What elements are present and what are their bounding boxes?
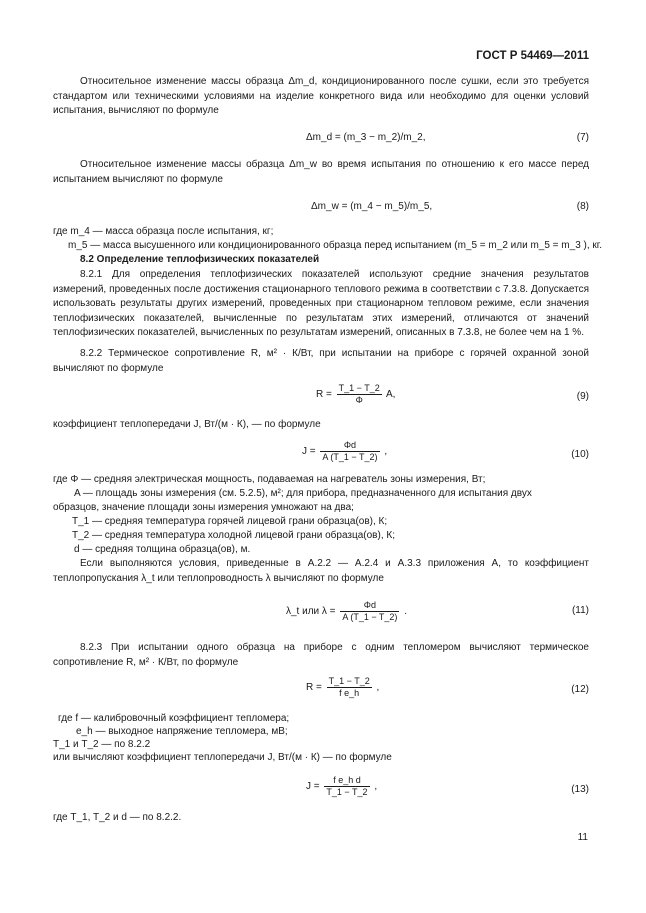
equation-13-numerator: f e_h d bbox=[324, 775, 369, 787]
paragraph-8-2-3: 8.2.3 При испытании одного образца на приборе с одним тепломером вычисляют термическое сопротивление R, м² · К/Вт, по формуле bbox=[53, 642, 589, 668]
equation-10-denominator: A (T_1 − T_2) bbox=[322, 452, 378, 462]
equation-10-fraction bbox=[320, 440, 379, 463]
equation-7-number: (7) bbox=[576, 132, 589, 143]
equation-11-fraction bbox=[340, 600, 399, 623]
paragraph-8-2-2: 8.2.2 Термическое сопротивление R, м² · К/Вт, при испытании на приборе с горячей охранной зоной вычисляют по формуле bbox=[53, 348, 589, 374]
equation-12-numerator: T_1 − T_2 bbox=[328, 676, 370, 686]
equation-13 bbox=[306, 775, 377, 798]
definition-A-continued: образцов, значение площади зоны измерения умножают на два; bbox=[53, 502, 354, 513]
equation-11-number: (11) bbox=[571, 605, 589, 616]
definition-d: d — средняя толщина образца(ов), м. bbox=[74, 544, 251, 555]
final-definition: где T_1, T_2 и d — по 8.2.2. bbox=[53, 812, 182, 823]
equation-12 bbox=[306, 676, 379, 699]
equation-11 bbox=[286, 600, 407, 623]
equation-8-number: (8) bbox=[576, 201, 589, 212]
equation-9 bbox=[316, 383, 395, 406]
equation-9-numerator: T_1 − T_2 bbox=[338, 383, 380, 393]
equation-13-tail: , bbox=[374, 781, 378, 793]
equation-11-numerator: Φd bbox=[340, 600, 399, 612]
paragraph-8-2-1: 8.2.1 Для определения теплофизических показателей используют средние значения результатов измерений, проведенных после достижения стационарного теплового режима в соответствии с 7.3.8. Допускается использовать результаты других измерений, проведенных при стационарном тепловом режиме, если значения теплофизических показателей, вычисленные по результатам этих измерений, отличаются от значений теплофизических показателей, вычисленных по результатам измерений, описанных в 7.3.8, не более чем на 1 %. bbox=[53, 269, 589, 338]
equation-9-tail: A, bbox=[385, 389, 396, 401]
equation-12-fraction bbox=[327, 676, 372, 699]
equation-10-lhs: J = bbox=[302, 446, 316, 458]
paragraph-heat-transfer-coef: коэффициент теплопередачи J, Вт/(м · К), — по формуле bbox=[53, 419, 321, 430]
definition-T2: T_2 — средняя температура холодной лицевой грани образца(ов), К; bbox=[72, 530, 395, 541]
equation-11-denominator: A (T_1 − T_2) bbox=[342, 612, 398, 622]
equation-11-lhs: λ_t или λ = bbox=[286, 606, 336, 618]
equation-13-fraction bbox=[324, 775, 369, 798]
equation-12-denominator: f e_h bbox=[339, 688, 360, 698]
equation-8: Δm_w = (m_4 − m_5)/m_5, bbox=[311, 201, 433, 212]
document-id: ГОСТ Р 54469—2011 bbox=[476, 50, 589, 62]
equation-13-denominator: T_1 − T_2 bbox=[326, 787, 368, 797]
equation-9-fraction bbox=[337, 383, 382, 406]
equation-9-number: (9) bbox=[576, 391, 589, 402]
paragraph-conditions: Если выполняются условия, приведенные в А.2.2 — А.2.4 и А.3.3 приложения А, то коэффициент теплопропускания λ_t или теплопроводность λ вычисляют по формуле bbox=[53, 558, 589, 584]
equation-9-denominator: Φ bbox=[355, 395, 363, 405]
definition-T1: T_1 — средняя температура горячей лицевой грани образца(ов), К; bbox=[72, 516, 388, 527]
definition-m4: где m_4 — масса образца после испытания, кг; bbox=[53, 226, 274, 237]
equation-12-tail: , bbox=[376, 682, 380, 694]
definition-A: A — площадь зоны измерения (см. 5.2.5), м²; для прибора, предназначенного для испытания двух bbox=[74, 488, 532, 499]
equation-12-number: (12) bbox=[571, 684, 589, 695]
paragraph-mass-change-dried: Относительное изменение массы образца Δm_d, кондиционированного после сушки, если это требуется стандартом или техническими условиями на изделие конкретного вида или необходимо для оценки условий испытания, вычисляют по формуле bbox=[53, 76, 589, 116]
equation-11-tail: . bbox=[404, 606, 407, 618]
paragraph-or-heat-transfer: или вычисляют коэффициент теплопередачи J, Вт/(м · К) — по формуле bbox=[53, 752, 392, 763]
equation-12-lhs: R = bbox=[306, 682, 322, 694]
paragraph-mass-change-test: Относительное изменение массы образца Δm_w во время испытания по отношению к его массе перед испытанием вычисляют по формуле bbox=[53, 159, 589, 185]
equation-9-lhs: R = bbox=[316, 389, 332, 401]
definition-T1-T2: T_1 и T_2 — по 8.2.2 bbox=[53, 739, 151, 750]
equation-10 bbox=[302, 440, 387, 463]
equation-10-number: (10) bbox=[571, 449, 589, 460]
page-number: 11 bbox=[577, 832, 588, 843]
section-title: 8.2 Определение теплофизических показателей bbox=[80, 254, 320, 265]
equation-10-tail: , bbox=[384, 446, 388, 458]
definition-m5: m_5 — масса высушенного или кондиционированного образца перед испытанием (m_5 = m_2 или m_5 = m_3 ), кг. bbox=[68, 240, 602, 251]
equation-7: Δm_d = (m_3 − m_2)/m_2, bbox=[306, 132, 426, 143]
definition-f: где f — калибровочный коэффициент тепломера; bbox=[58, 713, 290, 724]
equation-13-lhs: J = bbox=[306, 781, 320, 793]
equation-10-numerator: Φd bbox=[320, 440, 379, 452]
equation-13-number: (13) bbox=[571, 784, 589, 795]
definition-eh: e_h — выходное напряжение тепломера, мВ; bbox=[76, 726, 288, 737]
definition-phi: где Φ — средняя электрическая мощность, подаваемая на нагреватель зоны измерения, Вт; bbox=[53, 474, 486, 485]
